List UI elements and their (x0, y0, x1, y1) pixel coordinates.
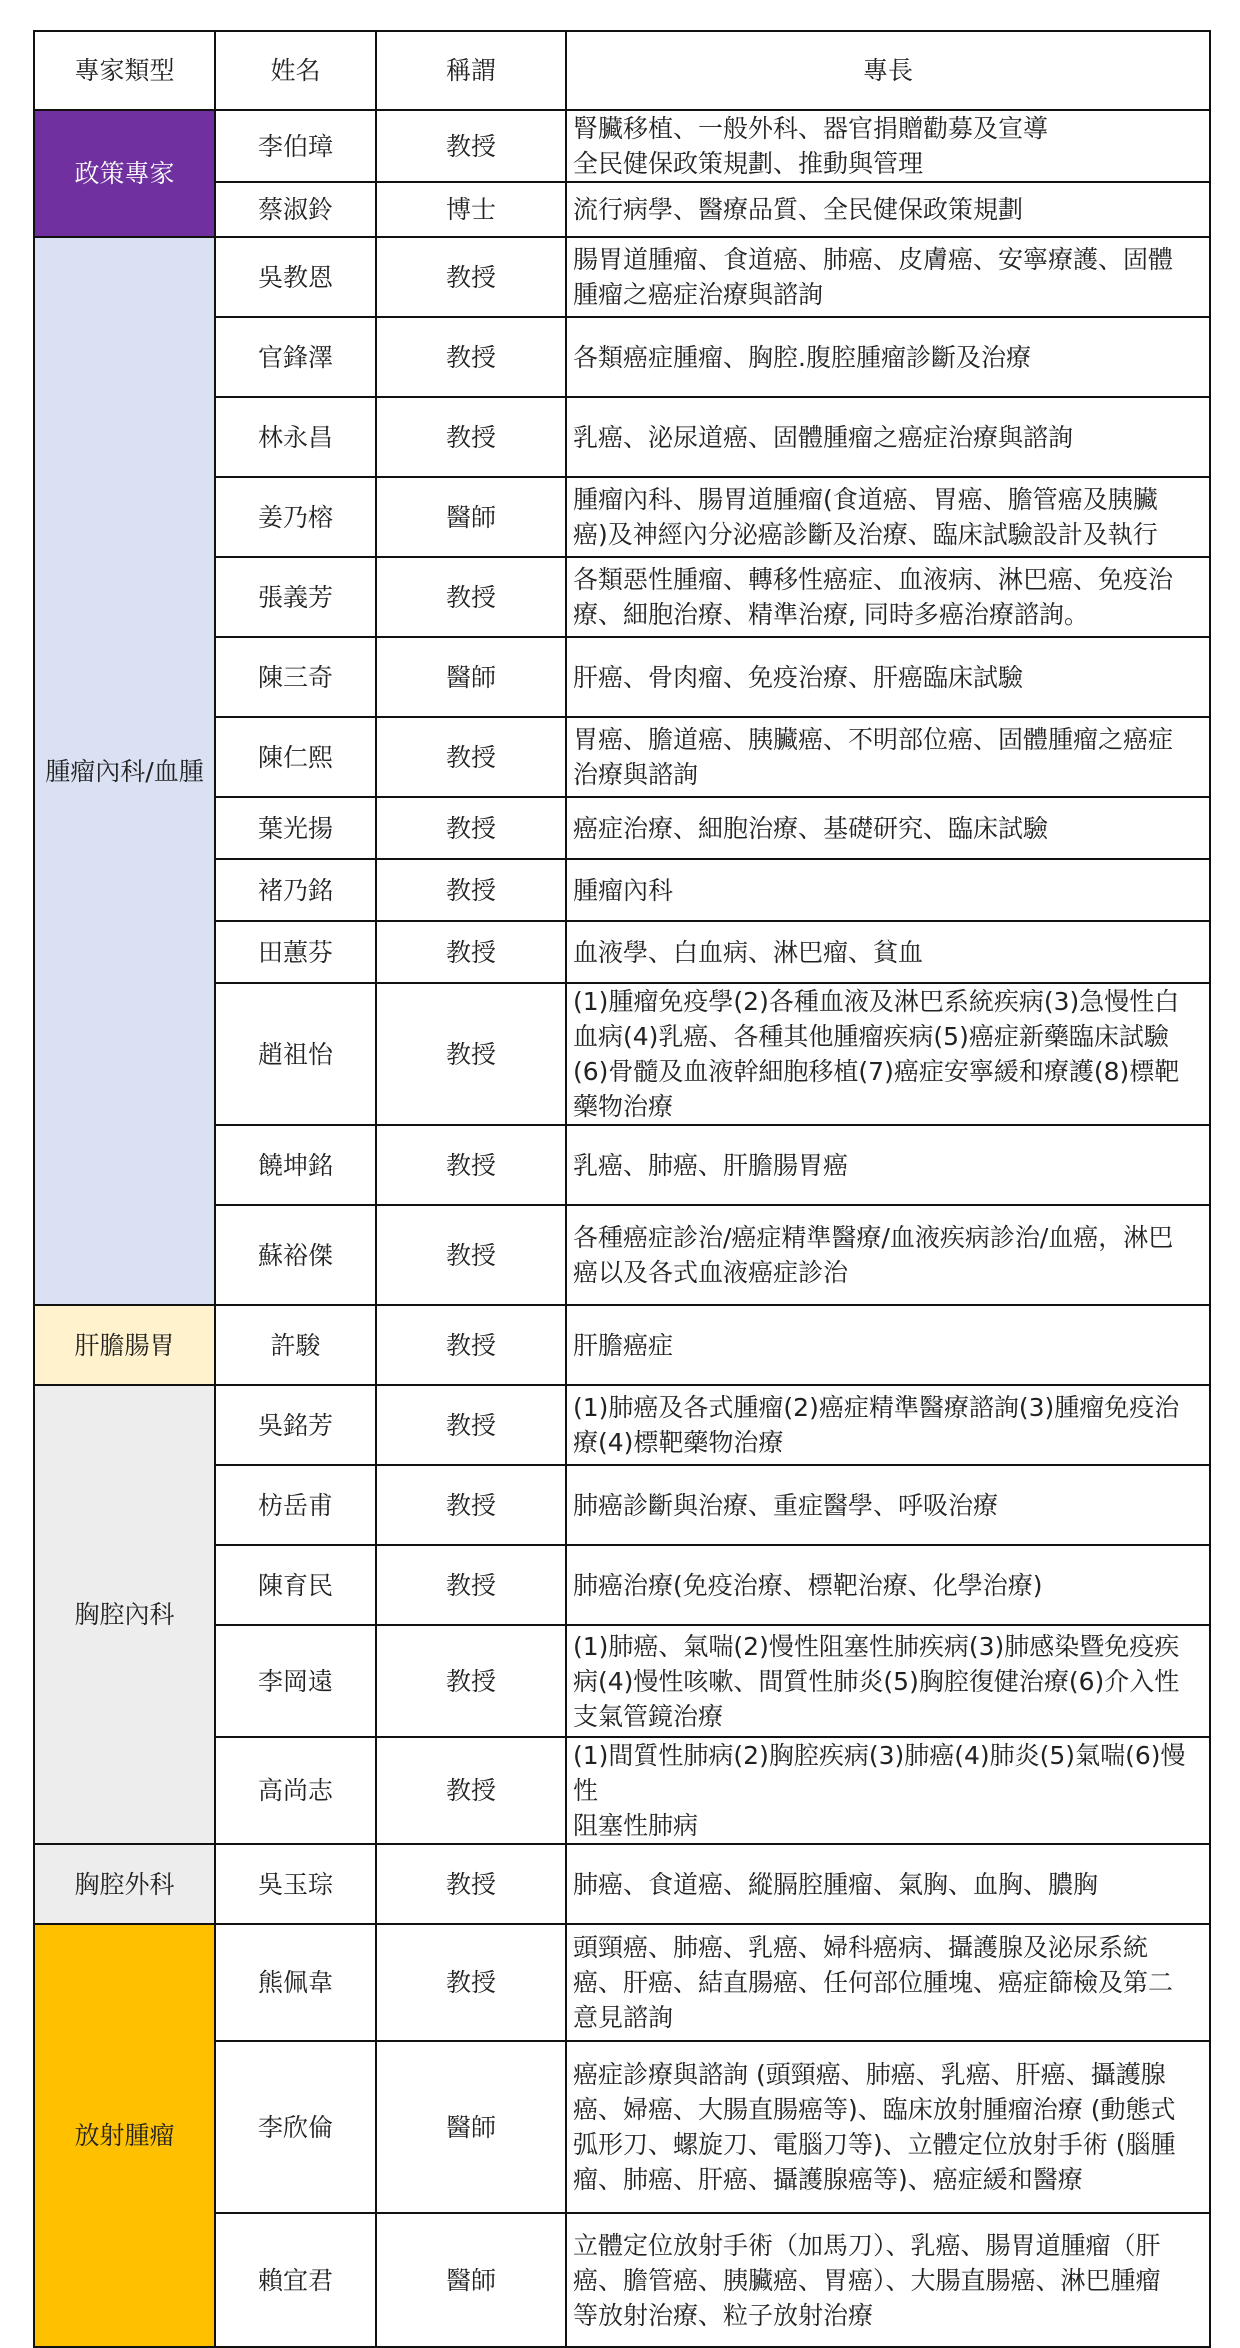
expert-title: 教授 (376, 317, 566, 397)
expert-title: 教授 (376, 983, 566, 1125)
expert-specialty-cell (566, 637, 1210, 717)
expert-specialty: 肝膽癌症 (573, 1330, 674, 1360)
expert-specialty: 癌症治療、細胞治療、基礎研究、臨床試驗 (573, 813, 1049, 843)
expert-specialty-cell (566, 237, 1210, 317)
expert-specialty-cell (566, 859, 1210, 921)
table-row (34, 110, 1210, 182)
header-category: 專家類型 (34, 31, 215, 110)
expert-specialty: 流行病學、醫療品質、全民健保政策規劃 (573, 195, 1024, 224)
expert-specialty: 頭頸癌、肺癌、乳癌、婦科癌病、攝護腺及泌尿系統 癌、肝癌、結直腸癌、任何部位腫塊、癌症篩檢及第二 意見諮詢 (573, 1933, 1174, 2032)
expert-name: 蔡淑鈴 (215, 182, 376, 237)
expert-title: 醫師 (376, 637, 566, 717)
expert-specialty: (1)腫瘤免疫學(2)各種血液及淋巴系統疾病(3)急慢性白 血病(4)乳癌、各種其他腫瘤疾病(5)癌症新藥臨床試驗 (6)骨髓及血液幹細胞移植(7)癌症安寧緩和療護(8)標靶 藥物治療 (573, 987, 1180, 1121)
expert-specialty-cell (566, 182, 1210, 237)
expert-title: 教授 (376, 1305, 566, 1385)
expert-name: 陳育民 (215, 1545, 376, 1625)
expert-name: 饒坤銘 (215, 1125, 376, 1205)
expert-specialty: 腫瘤內科 (573, 875, 674, 905)
expert-title: 醫師 (376, 2041, 566, 2213)
table-row (34, 1305, 1210, 1385)
expert-name: 官鋒澤 (215, 317, 376, 397)
expert-title: 教授 (376, 1205, 566, 1305)
expert-specialty: (1)肺癌、氣喘(2)慢性阻塞性肺疾病(3)肺感染暨免疫疾 病(4)慢性咳嗽、間質性肺炎(5)胸腔復健治療(6)介入性 支氣管鏡治療 (573, 1631, 1180, 1731)
expert-specialty-cell (566, 1737, 1210, 1844)
expert-name: 許駿 (215, 1305, 376, 1385)
expert-name: 褚乃銘 (215, 859, 376, 921)
category-cell (34, 1385, 215, 1844)
expert-name: 張義芳 (215, 557, 376, 637)
header-specialty: 專長 (566, 31, 1210, 110)
expert-specialty: 胃癌、膽道癌、胰臟癌、不明部位癌、固體腫瘤之癌症 治療與諮詢 (573, 725, 1174, 789)
expert-title: 博士 (376, 182, 566, 237)
expert-title: 教授 (376, 1545, 566, 1625)
table-row (34, 237, 1210, 317)
expert-title: 教授 (376, 1465, 566, 1545)
expert-title: 教授 (376, 921, 566, 983)
expert-title: 醫師 (376, 2213, 566, 2347)
expert-name: 姜乃榕 (215, 477, 376, 557)
expert-specialty: 乳癌、泌尿道癌、固體腫瘤之癌症治療與諮詢 (573, 422, 1074, 452)
expert-specialty: 肺癌治療(免疫治療、標靶治療、化學治療) (573, 1570, 1043, 1600)
header-title: 稱謂 (376, 31, 566, 110)
expert-specialty: 肺癌、食道癌、縱膈腔腫瘤、氣胸、血胸、膿胸 (573, 1869, 1099, 1899)
expert-name: 葉光揚 (215, 797, 376, 859)
expert-specialty-cell (566, 2041, 1210, 2213)
table-row (34, 1385, 1210, 1465)
expert-specialty: (1)間質性肺病(2)胸腔疾病(3)肺癌(4)肺炎(5)氣喘(6)慢性 阻塞性肺病 (573, 1741, 1186, 1840)
expert-title: 教授 (376, 859, 566, 921)
expert-title: 教授 (376, 557, 566, 637)
expert-name: 陳三奇 (215, 637, 376, 717)
table-row (34, 1844, 1210, 1924)
expert-name: 李岡遠 (215, 1625, 376, 1737)
expert-name: 高尚志 (215, 1737, 376, 1844)
expert-name: 林永昌 (215, 397, 376, 477)
category-label: 政策專家 (74, 159, 175, 188)
expert-specialty-cell (566, 1465, 1210, 1545)
category-cell (34, 110, 215, 237)
expert-specialty: 各種癌症診治/癌症精準醫療/血液疾病診治/血癌，淋巴 癌以及各式血液癌症診治 (573, 1223, 1174, 1287)
expert-title: 教授 (376, 797, 566, 859)
category-label: 胸腔內科 (74, 1600, 175, 1629)
expert-specialty-cell (566, 717, 1210, 797)
expert-name: 李伯璋 (215, 110, 376, 182)
expert-name: 賴宜君 (215, 2213, 376, 2347)
expert-specialty-cell (566, 1625, 1210, 1737)
expert-specialty-cell (566, 2213, 1210, 2347)
expert-name: 吳銘芳 (215, 1385, 376, 1465)
expert-table (33, 30, 1211, 2348)
expert-title: 教授 (376, 1625, 566, 1737)
expert-specialty-cell (566, 983, 1210, 1125)
expert-specialty: 立體定位放射手術（加馬刀）、乳癌、腸胃道腫瘤（肝 癌、膽管癌、胰臟癌、胃癌）、大腸直腸癌、淋巴腫瘤 等放射治療、粒子放射治療 (573, 2230, 1161, 2330)
expert-specialty: 腫瘤內科、腸胃道腫瘤(食道癌、胃癌、膽管癌及胰臟 癌)及神經內分泌癌診斷及治療、臨床試驗設計及執行 (573, 485, 1158, 549)
expert-title: 教授 (376, 1385, 566, 1465)
expert-specialty-cell (566, 477, 1210, 557)
table-row (34, 1924, 1210, 2041)
expert-specialty-cell (566, 1844, 1210, 1924)
expert-specialty-cell (566, 797, 1210, 859)
expert-name: 趙祖怡 (215, 983, 376, 1125)
expert-specialty: 腸胃道腫瘤、食道癌、肺癌、皮膚癌、安寧療護、固體 腫瘤之癌症治療與諮詢 (573, 245, 1174, 309)
expert-specialty-cell (566, 317, 1210, 397)
expert-name: 熊佩韋 (215, 1924, 376, 2041)
expert-specialty-cell (566, 1305, 1210, 1385)
expert-specialty: 腎臟移植、一般外科、器官捐贈勸募及宣導 全民健保政策規劃、推動與管理 (573, 114, 1049, 178)
expert-title: 教授 (376, 397, 566, 477)
expert-specialty-cell (566, 921, 1210, 983)
expert-title: 教授 (376, 1924, 566, 2041)
expert-name: 吳教恩 (215, 237, 376, 317)
expert-specialty-cell (566, 1205, 1210, 1305)
expert-specialty: 肝癌、骨肉瘤、免疫治療、肝癌臨床試驗 (573, 662, 1024, 692)
expert-name: 李欣倫 (215, 2041, 376, 2213)
category-cell (34, 1844, 215, 1924)
expert-title: 教授 (376, 110, 566, 182)
expert-specialty-cell (566, 557, 1210, 637)
expert-specialty: 肺癌診斷與治療、重症醫學、呼吸治療 (573, 1490, 999, 1520)
category-cell (34, 1305, 215, 1385)
expert-title: 教授 (376, 1737, 566, 1844)
header-name: 姓名 (215, 31, 376, 110)
category-cell (34, 1924, 215, 2347)
expert-name: 吳玉琮 (215, 1844, 376, 1924)
expert-specialty: 乳癌、肺癌、肝膽腸胃癌 (573, 1150, 849, 1180)
expert-title: 醫師 (376, 477, 566, 557)
expert-name: 田蕙芬 (215, 921, 376, 983)
expert-specialty-cell (566, 1385, 1210, 1465)
expert-specialty-cell (566, 1924, 1210, 2041)
expert-specialty: 癌症診療與諮詢 (頭頸癌、肺癌、乳癌、肝癌、攝護腺 癌、婦癌、大腸直腸癌等)、臨床放射腫瘤治療 (動態式 弧形刀、螺旋刀、電腦刀等)、立體定位放射手術 (腦腫 瘤、肺癌、肝癌、攝護腺癌等)、癌症緩和醫療 (573, 2060, 1176, 2194)
expert-specialty-cell (566, 110, 1210, 182)
expert-name: 陳仁熙 (215, 717, 376, 797)
expert-title: 教授 (376, 1844, 566, 1924)
expert-name: 蘇裕傑 (215, 1205, 376, 1305)
expert-specialty: 血液學、白血病、淋巴瘤、貧血 (573, 937, 924, 967)
category-cell (34, 237, 215, 1305)
expert-specialty: (1)肺癌及各式腫瘤(2)癌症精準醫療諮詢(3)腫瘤免疫治 療(4)標靶藥物治療 (573, 1393, 1180, 1457)
header-row (34, 31, 1210, 110)
category-label: 胸腔外科 (74, 1869, 175, 1899)
expert-specialty-cell (566, 1125, 1210, 1205)
expert-specialty: 各類癌症腫瘤、胸腔.腹腔腫瘤診斷及治療 (573, 342, 1031, 372)
category-label: 放射腫瘤 (74, 2121, 175, 2150)
expert-name: 枋岳甫 (215, 1465, 376, 1545)
category-label: 腫瘤內科/血腫 (45, 756, 204, 786)
expert-title: 教授 (376, 1125, 566, 1205)
expert-specialty: 各類惡性腫瘤、轉移性癌症、血液病、淋巴癌、免疫治 療、細胞治療、精準治療, 同時多癌治療諮詢。 (573, 565, 1174, 629)
expert-title: 教授 (376, 717, 566, 797)
category-label: 肝膽腸胃 (74, 1330, 175, 1360)
expert-specialty-cell (566, 397, 1210, 477)
expert-title: 教授 (376, 237, 566, 317)
expert-specialty-cell (566, 1545, 1210, 1625)
